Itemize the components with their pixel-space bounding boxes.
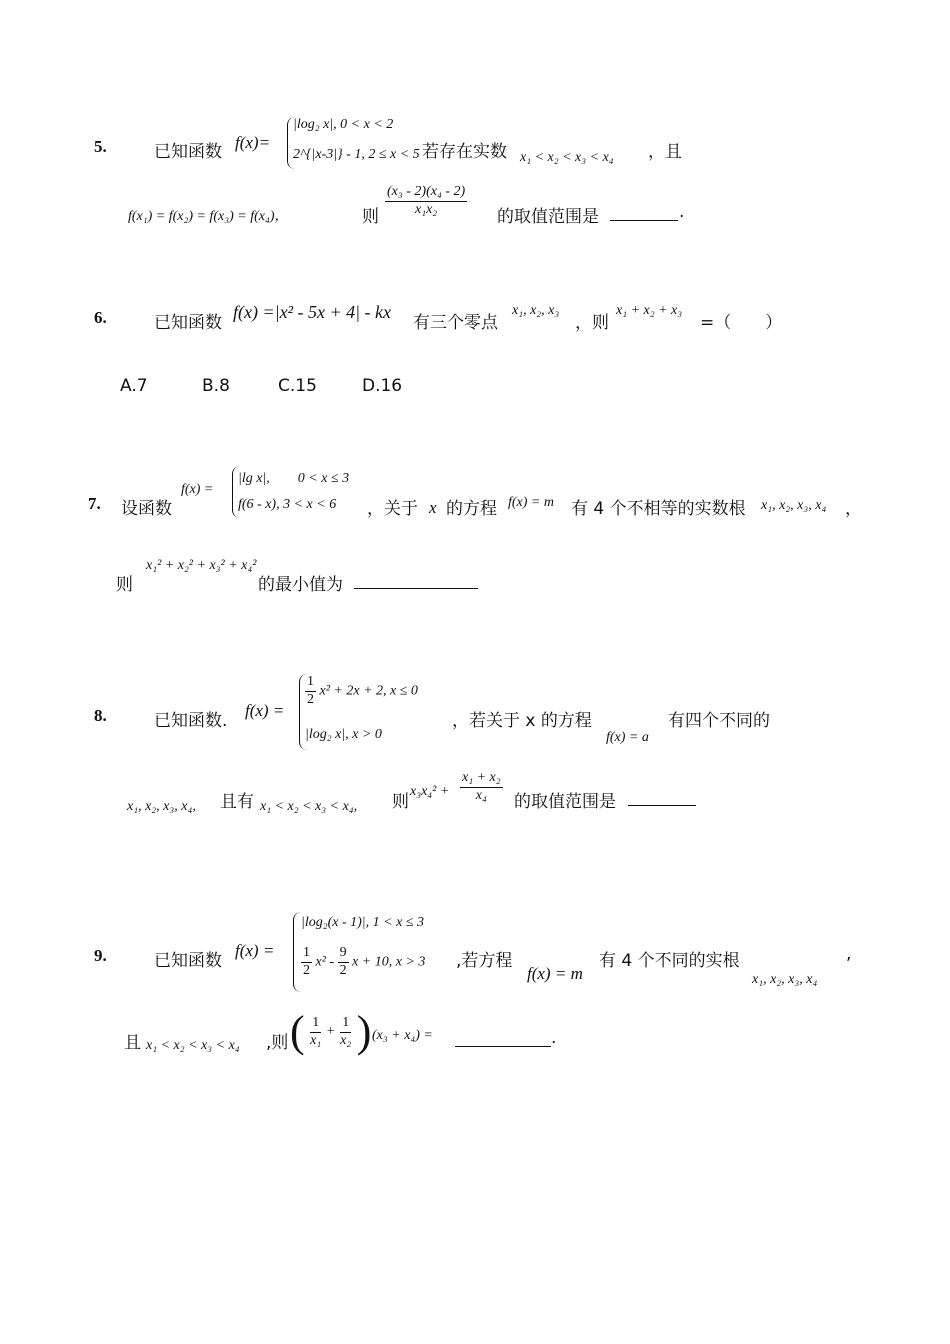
- q8-case1-wrap: [305, 674, 418, 709]
- q8-eqn: f(x) = a: [606, 730, 649, 745]
- q9-paren-expr: ( $\frac{1}{\text{x₁}}$ + $\frac{1}{\text{x₂}}$ ): [290, 1007, 372, 1056]
- q9-func: f(x) =: [235, 941, 275, 960]
- q9-frac1-num: 1: [310, 1015, 321, 1033]
- q8-tail: 的取值范围是: [514, 792, 616, 812]
- q9-end: .: [551, 1028, 557, 1048]
- q7-answer-blank: [354, 570, 478, 593]
- q5-end: .: [679, 202, 685, 222]
- q6-option-b: B.8: [202, 376, 230, 396]
- q5-fraction: [385, 184, 467, 219]
- q8-case1-frac-num: 1: [305, 674, 316, 692]
- q9-answer-blank: [455, 1028, 551, 1051]
- q9-case2-frac1-den: 2: [303, 962, 310, 978]
- q8-frac-den: x₄: [475, 787, 487, 803]
- q5-number: 5.: [94, 137, 107, 156]
- q8-func: f(x) =: [245, 701, 285, 720]
- q9-eqn: f(x) = m: [527, 964, 583, 983]
- q7-var: x: [429, 498, 437, 517]
- q8-expr1: x₃x₄² +: [410, 784, 450, 799]
- q8-case2: |log₂ x|, x > 0: [305, 727, 382, 742]
- q8-fraction: [460, 770, 503, 805]
- q5-mid: 若存在实数: [422, 142, 507, 162]
- q5-lead: 已知函数: [154, 142, 222, 162]
- q5-tail: 的取值范围是: [497, 207, 599, 227]
- q9-frac2-den: x₂: [340, 1032, 352, 1048]
- q5-answer-blank: [610, 202, 678, 225]
- q5-and: ，且: [648, 142, 682, 162]
- q6-eq: =（ ）: [700, 313, 783, 333]
- q8-case1-frac-den: 2: [307, 691, 314, 707]
- q9-also: 且: [124, 1033, 141, 1053]
- q9-case2-mid: x² -: [315, 954, 335, 970]
- q6-then: ，则: [575, 313, 609, 333]
- q8-also: 且有: [220, 792, 254, 812]
- q6-mid: 有三个零点: [413, 313, 498, 333]
- q6-option-a: A.7: [120, 376, 148, 396]
- q7-eqn: f(x) = m: [508, 495, 554, 510]
- q9-plus: +: [326, 1024, 335, 1039]
- q6-func: f(x) =|x² - 5x + 4| - kx: [233, 302, 392, 322]
- q7-mid3: 有 4 个不相等的实数根: [571, 499, 746, 519]
- q7-tail: 的最小值为: [258, 575, 343, 595]
- q7-case1: |lg x|, 0 < x ≤ 3: [238, 471, 350, 486]
- q5-case2: 2^{|x-3|} - 1, 2 ≤ x < 5: [293, 147, 420, 162]
- q7-then: 则: [116, 575, 133, 595]
- q8-number: 8.: [94, 706, 107, 725]
- q5-eq: f(x₁) = f(x₂) = f(x₃) = f(x₄)，: [128, 209, 289, 224]
- q7-lead: 设函数: [121, 499, 172, 519]
- q9-mid: ,若方程: [456, 951, 513, 971]
- q6-option-d: D.16: [362, 376, 403, 396]
- q5-frac-num: (x₃ - 2)(x₄ - 2): [385, 184, 467, 202]
- q6-number: 6.: [94, 308, 107, 327]
- q8-frac-num: x₁ + x₂: [460, 770, 503, 788]
- q5-case1: |log₂ x|, 0 < x < 2: [293, 117, 394, 132]
- q9-tail-expr: (x₃ + x₄) =: [372, 1028, 433, 1043]
- q9-then: ,则: [266, 1033, 289, 1053]
- q8-then: 则: [392, 792, 409, 812]
- q7-mid2: 的方程: [446, 499, 497, 519]
- q6-zeros: x₁, x₂, x₃: [512, 303, 560, 318]
- q8-lead: 已知函数.: [154, 711, 228, 731]
- q7-roots: x₁, x₂, x₃, x₄: [761, 498, 827, 513]
- q9-case2-frac1-num: 1: [301, 945, 312, 963]
- q9-frac1-den: x₁: [310, 1032, 322, 1048]
- q8-mid: ，若关于 x 的方程: [452, 711, 592, 731]
- q5-cond: x₁ < x₂ < x₃ < x₄: [520, 150, 614, 165]
- q5-frac-den: x₁x₂: [414, 201, 438, 217]
- q5-then: 则: [362, 207, 379, 227]
- q6-lead: 已知函数: [154, 313, 222, 333]
- q8-cond: x₁ < x₂ < x₃ < x₄,: [260, 799, 358, 814]
- q7-case2: f(6 - x), 3 < x < 6: [238, 497, 337, 512]
- q9-roots: x₁, x₂, x₃, x₄: [752, 972, 818, 987]
- q6-option-c: C.15: [278, 376, 317, 396]
- q8-answer-blank: [628, 787, 696, 810]
- q9-case2-wrap: [301, 945, 425, 980]
- q7-number: 7.: [88, 494, 101, 513]
- q9-case1: |log₂(x - 1)|, 1 < x ≤ 3: [301, 915, 424, 930]
- q9-lead: 已知函数: [154, 951, 222, 971]
- q9-mid2: 有 4 个不同的实根: [599, 951, 740, 971]
- q8-mid2: 有四个不同的: [668, 711, 770, 731]
- q9-case2-frac2-num: 9: [338, 945, 349, 963]
- q6-sum: x₁ + x₂ + x₃: [616, 303, 683, 318]
- q7-comma: ，: [845, 499, 862, 519]
- q7-expr: x₁² + x₂² + x₃² + x₄²: [146, 558, 257, 573]
- q9-comma: ,: [846, 944, 852, 964]
- q9-frac2-num: 1: [340, 1015, 351, 1033]
- q8-case1: x² + 2x + 2, x ≤ 0: [319, 683, 418, 699]
- q7-mid1: ，关于: [367, 499, 418, 519]
- q8-roots: x₁, x₂, x₃, x₄,: [127, 799, 196, 814]
- q9-number: 9.: [94, 946, 107, 965]
- q9-case2-frac2-den: 2: [339, 962, 347, 978]
- q9-case2-tail: x + 10, x > 3: [352, 954, 426, 970]
- q7-func: f(x) =: [181, 482, 214, 497]
- q9-cond: x₁ < x₂ < x₃ < x₄: [146, 1038, 240, 1053]
- q5-func: f(x)=: [235, 133, 271, 152]
